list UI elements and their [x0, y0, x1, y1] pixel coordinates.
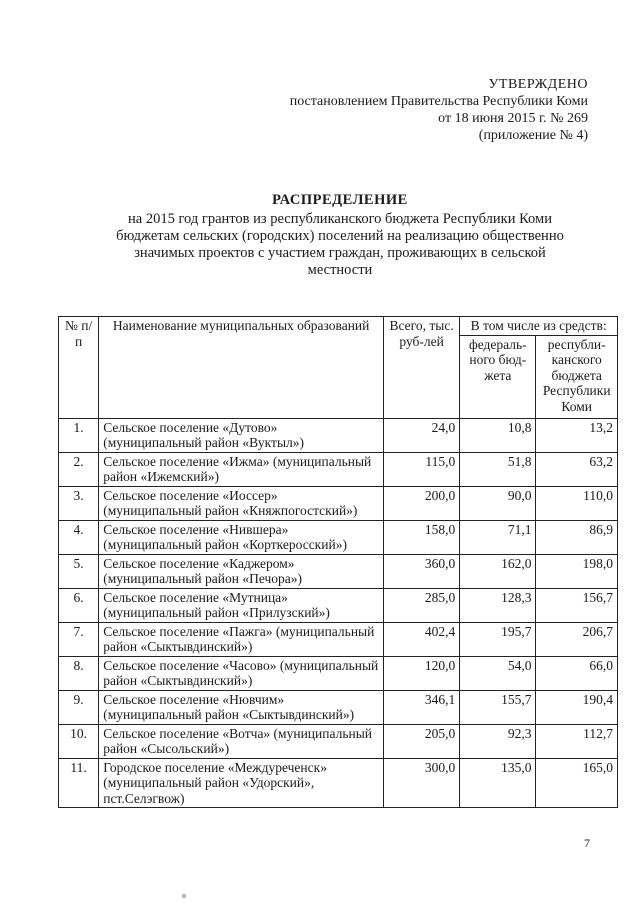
row-name: Сельское поселение «Каджером» (муниципальный район «Печора») [99, 554, 384, 588]
header-federal: федераль-ного бюд-жета [460, 335, 536, 418]
header-name: Наименование муниципальных образований [99, 317, 384, 419]
row-republic: 190,4 [536, 690, 618, 724]
table-row [59, 520, 618, 554]
row-number: 10. [59, 724, 99, 758]
table-body [59, 418, 618, 808]
row-total: 158,0 [384, 520, 460, 554]
row-republic: 86,9 [536, 520, 618, 554]
row-republic: 13,2 [536, 418, 618, 452]
row-federal: 162,0 [460, 554, 536, 588]
row-federal: 92,3 [460, 724, 536, 758]
row-federal: 51,8 [460, 452, 536, 486]
row-total: 346,1 [384, 690, 460, 724]
heading-line-3: значимых проектов с участием граждан, проживающих в сельской [134, 245, 546, 261]
row-total: 300,0 [384, 758, 460, 808]
row-name: Сельское поселение «Ижма» (муниципальный район «Ижемский») [99, 452, 384, 486]
row-federal: 128,3 [460, 588, 536, 622]
header-num: № п/п [59, 317, 99, 419]
row-number: 2. [59, 452, 99, 486]
row-name: Сельское поселение «Часово» (муниципальный район «Сыктывдинский») [99, 656, 384, 690]
heading-line-2: бюджетам сельских (городских) поселений на реализацию общественно [116, 228, 564, 244]
row-name: Городское поселение «Междуреченск» (муниципальный район «Удорский», пст.Селэгвож) [99, 758, 384, 808]
approval-line-decree: постановлением Правительства Республики Коми [289, 94, 588, 109]
document-heading [90, 192, 590, 279]
row-total: 115,0 [384, 452, 460, 486]
table-row [59, 486, 618, 520]
table-row [59, 656, 618, 690]
row-number: 5. [59, 554, 99, 588]
row-federal: 90,0 [460, 486, 536, 520]
table-row [59, 418, 618, 452]
page-number: 7 [584, 836, 590, 850]
row-number: 6. [59, 588, 99, 622]
approval-line-date: от 18 июня 2015 г. № 269 [438, 111, 588, 126]
header-total: Всего, тыс. руб-лей [384, 317, 460, 419]
heading-line-4: местности [307, 262, 373, 278]
table-row [59, 554, 618, 588]
row-name: Сельское поселение «Дутово» (муниципальный район «Вуктыл») [99, 418, 384, 452]
row-republic: 206,7 [536, 622, 618, 656]
table-row [59, 622, 618, 656]
row-number: 7. [59, 622, 99, 656]
scan-mark [182, 894, 186, 898]
row-name: Сельское поселение «Иоссер» (муниципальный район «Княжпогостский») [99, 486, 384, 520]
row-republic: 198,0 [536, 554, 618, 588]
row-federal: 195,7 [460, 622, 536, 656]
row-name: Сельское поселение «Нившера» (муниципальный район «Корткеросский») [99, 520, 384, 554]
row-number: 9. [59, 690, 99, 724]
table-row [59, 724, 618, 758]
row-number: 3. [59, 486, 99, 520]
row-republic: 112,7 [536, 724, 618, 758]
row-total: 24,0 [384, 418, 460, 452]
row-number: 4. [59, 520, 99, 554]
table-row [59, 758, 618, 808]
row-total: 120,0 [384, 656, 460, 690]
row-republic: 66,0 [536, 656, 618, 690]
heading-line-1: на 2015 год грантов из республиканского бюджета Республики Коми [128, 211, 552, 227]
row-name: Сельское поселение «Мутница» (муниципальный район «Прилузский») [99, 588, 384, 622]
table-row [59, 588, 618, 622]
grants-table [58, 316, 618, 808]
row-republic: 110,0 [536, 486, 618, 520]
document-title: РАСПРЕДЕЛЕНИЕ [272, 192, 408, 208]
approval-title: УТВЕРЖДЕНО [488, 77, 588, 92]
row-federal: 54,0 [460, 656, 536, 690]
approval-line-appendix: (приложение № 4) [478, 128, 588, 143]
row-total: 285,0 [384, 588, 460, 622]
row-federal: 135,0 [460, 758, 536, 808]
row-federal: 155,7 [460, 690, 536, 724]
header-republic: республи-канского бюджета Республики Коми [536, 335, 618, 418]
row-name: Сельское поселение «Нювчим» (муниципальный район «Сыктывдинский») [99, 690, 384, 724]
row-name: Сельское поселение «Пажга» (муниципальный район «Сыктывдинский») [99, 622, 384, 656]
row-total: 205,0 [384, 724, 460, 758]
table-row [59, 452, 618, 486]
row-federal: 71,1 [460, 520, 536, 554]
row-total: 360,0 [384, 554, 460, 588]
row-number: 8. [59, 656, 99, 690]
row-federal: 10,8 [460, 418, 536, 452]
table-header-row [59, 317, 618, 336]
row-number: 11. [59, 758, 99, 808]
row-republic: 156,7 [536, 588, 618, 622]
row-republic: 165,0 [536, 758, 618, 808]
row-total: 200,0 [384, 486, 460, 520]
row-republic: 63,2 [536, 452, 618, 486]
table-row [59, 690, 618, 724]
header-group: В том числе из средств: [460, 317, 618, 336]
row-number: 1. [59, 418, 99, 452]
row-total: 402,4 [384, 622, 460, 656]
row-name: Сельское поселение «Вотча» (муниципальный район «Сысольский») [99, 724, 384, 758]
approval-block [290, 76, 588, 144]
